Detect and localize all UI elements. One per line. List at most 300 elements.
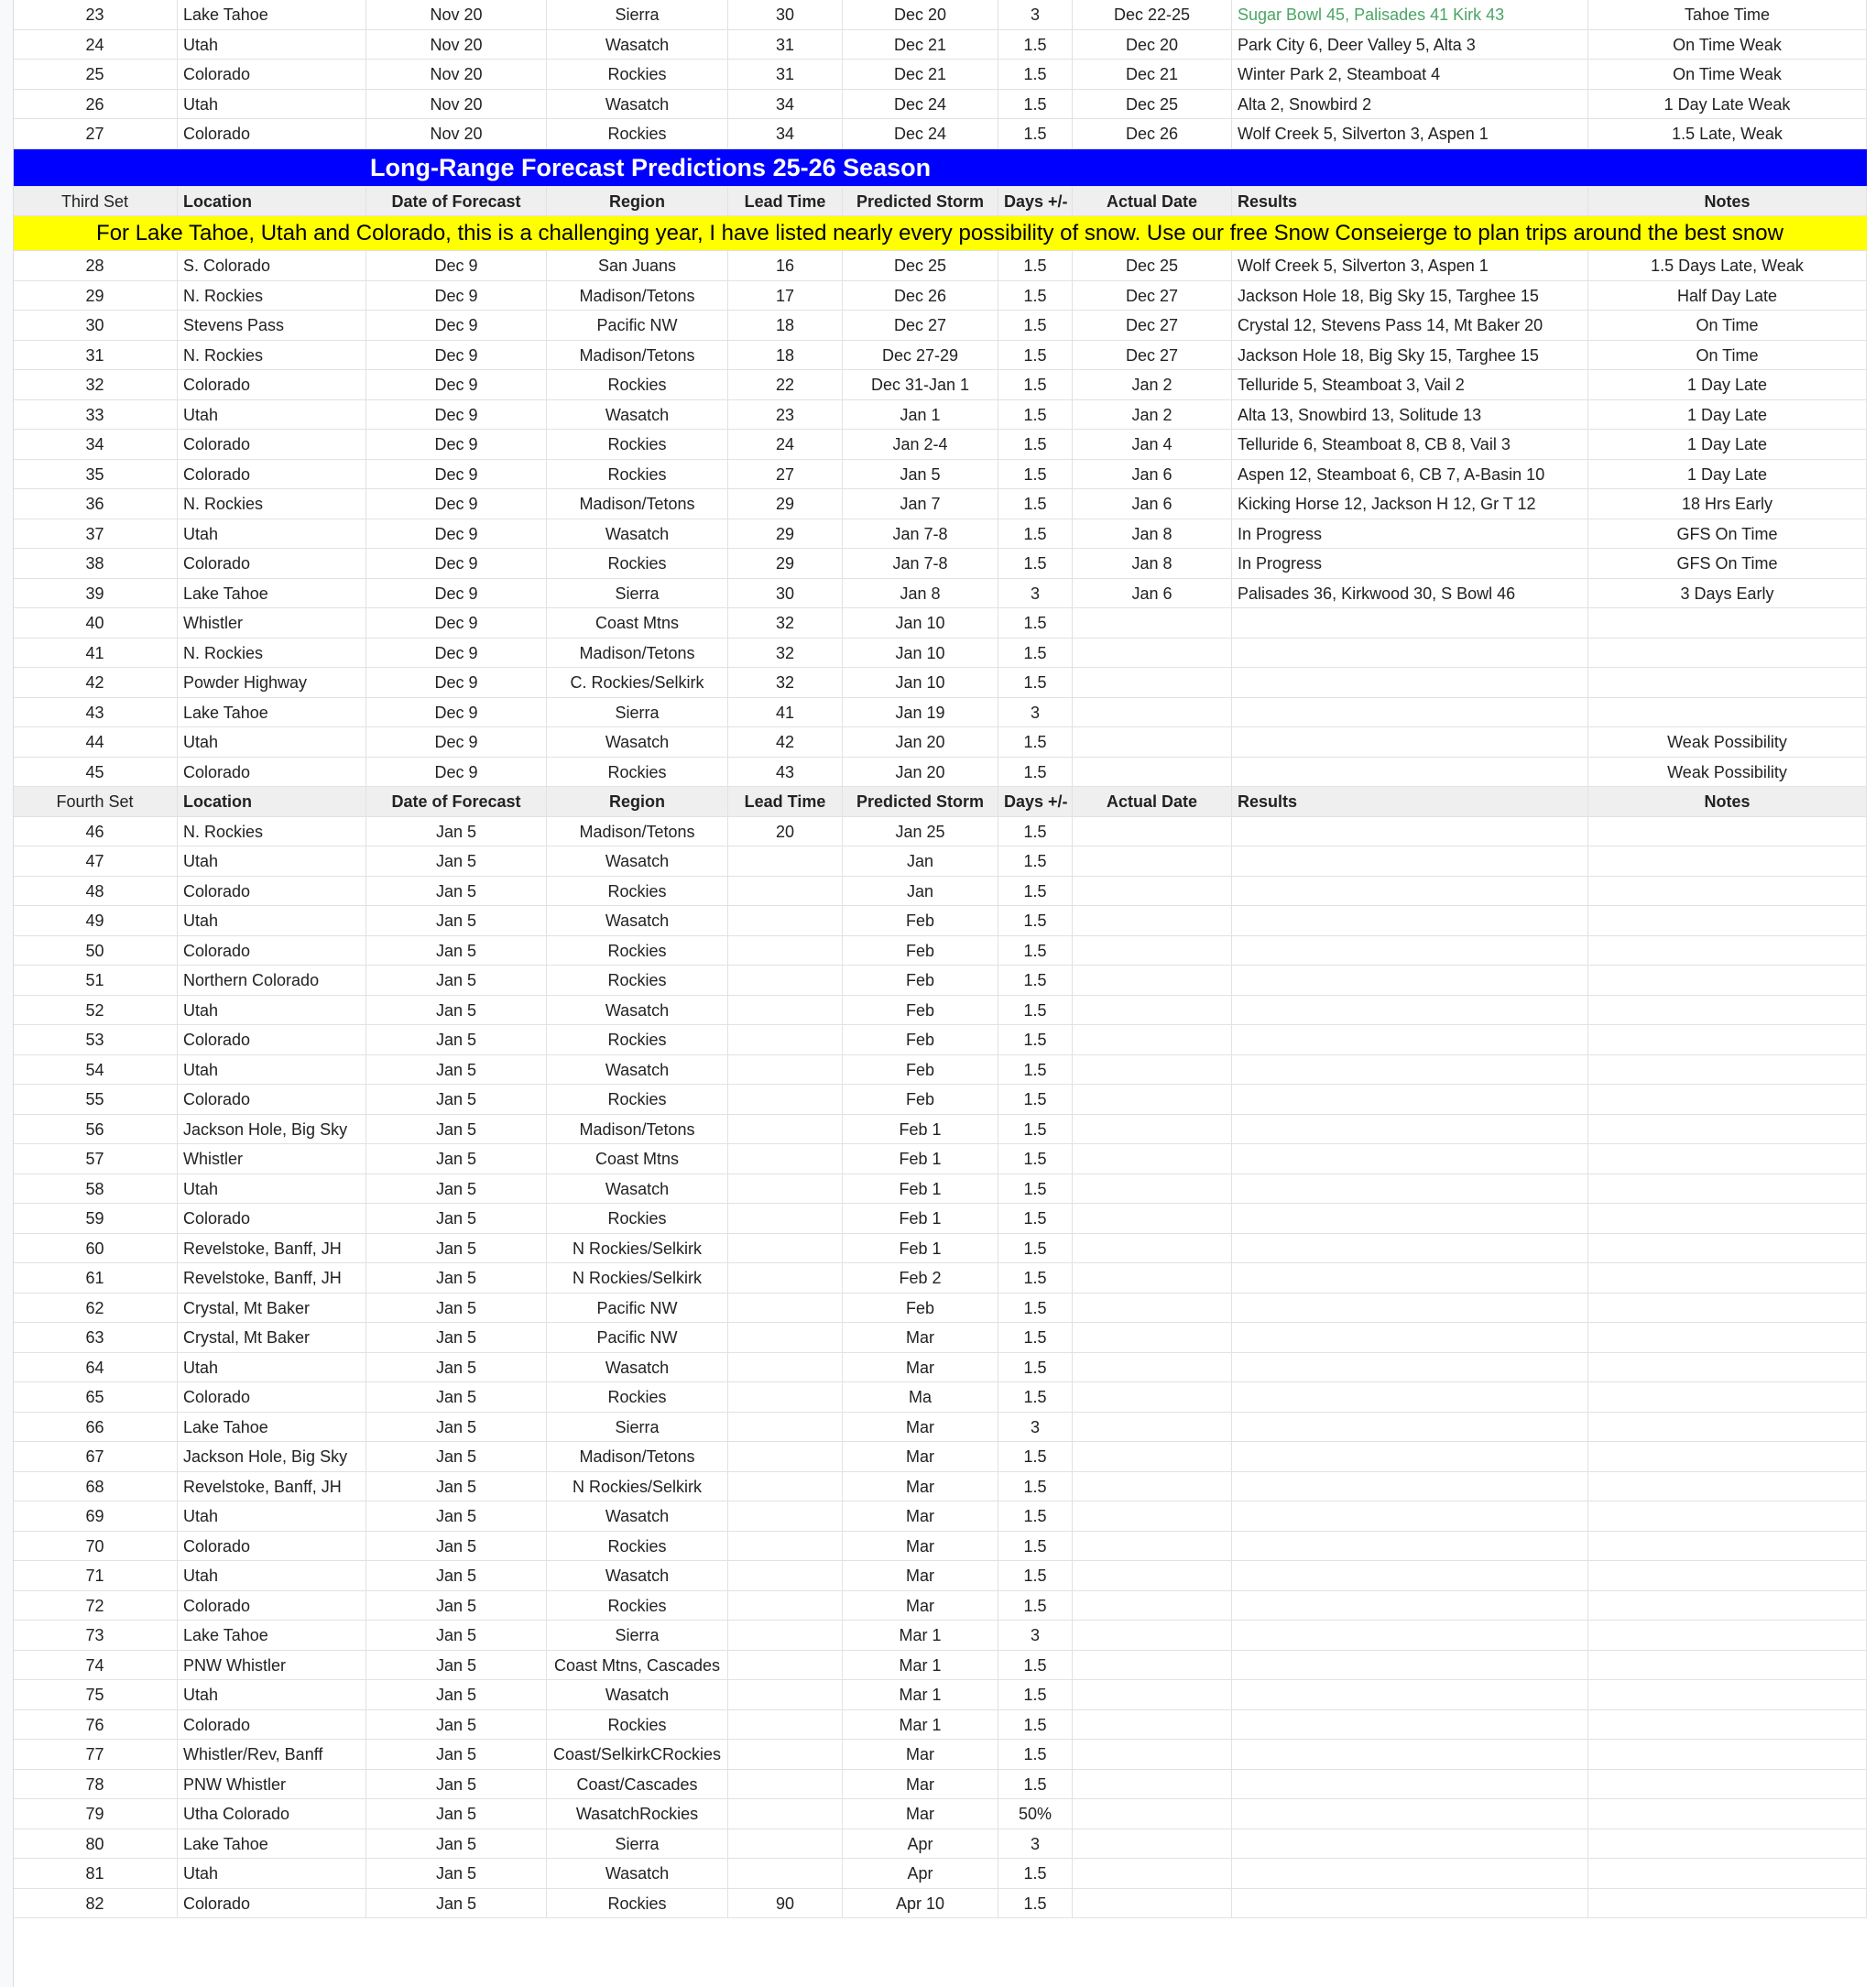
- cell-date-of-forecast[interactable]: Dec 9: [366, 519, 547, 550]
- cell-location[interactable]: Utah: [178, 1501, 366, 1532]
- cell-actual-date[interactable]: [1073, 1055, 1232, 1086]
- cell-date-of-forecast[interactable]: Jan 5: [366, 1263, 547, 1294]
- cell-location[interactable]: Powder Highway: [178, 668, 366, 698]
- cell-results[interactable]: Palisades 36, Kirkwood 30, S Bowl 46: [1232, 579, 1588, 609]
- cell-date-of-forecast[interactable]: Jan 5: [366, 1859, 547, 1889]
- cell-row-number[interactable]: 70: [13, 1532, 178, 1562]
- cell-lead-time[interactable]: [728, 1055, 843, 1086]
- cell-notes[interactable]: 1 Day Late: [1588, 430, 1867, 460]
- cell-notes[interactable]: [1588, 1561, 1867, 1591]
- cell-row-number[interactable]: 74: [13, 1651, 178, 1681]
- cell-actual-date[interactable]: [1073, 1889, 1232, 1919]
- cell-results[interactable]: [1232, 1204, 1588, 1234]
- header-cell-days-range[interactable]: Days +/-: [998, 787, 1073, 817]
- cell-predicted-storm[interactable]: Feb: [843, 906, 998, 936]
- cell-days-range[interactable]: 1.5: [998, 1323, 1073, 1353]
- cell-region[interactable]: C. Rockies/Selkirk: [547, 668, 728, 698]
- cell-results[interactable]: [1232, 1294, 1588, 1324]
- cell-lead-time[interactable]: [728, 1472, 843, 1502]
- cell-days-range[interactable]: 1.5: [998, 430, 1073, 460]
- cell-date-of-forecast[interactable]: Dec 9: [366, 370, 547, 400]
- cell-location[interactable]: Lake Tahoe: [178, 1413, 366, 1443]
- cell-results[interactable]: [1232, 1234, 1588, 1264]
- cell-days-range[interactable]: 3: [998, 1829, 1073, 1860]
- cell-notes[interactable]: [1588, 1294, 1867, 1324]
- cell-results[interactable]: Aspen 12, Steamboat 6, CB 7, A-Basin 10: [1232, 460, 1588, 490]
- cell-actual-date[interactable]: [1073, 1085, 1232, 1115]
- cell-days-range[interactable]: 1.5: [998, 1770, 1073, 1800]
- cell-predicted-storm[interactable]: Feb: [843, 1294, 998, 1324]
- cell-location[interactable]: Colorado: [178, 758, 366, 788]
- cell-notes[interactable]: [1588, 1591, 1867, 1621]
- cell-row-number[interactable]: 40: [13, 608, 178, 639]
- header-cell-location[interactable]: Location: [178, 187, 366, 217]
- cell-lead-time[interactable]: [728, 1799, 843, 1829]
- cell-row-number[interactable]: 79: [13, 1799, 178, 1829]
- cell-predicted-storm[interactable]: Jan 1: [843, 400, 998, 431]
- cell-date-of-forecast[interactable]: Jan 5: [366, 1413, 547, 1443]
- cell-notes[interactable]: 1.5 Late, Weak: [1588, 119, 1867, 149]
- header-cell-predicted-storm[interactable]: Predicted Storm: [843, 187, 998, 217]
- cell-region[interactable]: Wasatch: [547, 519, 728, 550]
- cell-predicted-storm[interactable]: Mar: [843, 1561, 998, 1591]
- cell-lead-time[interactable]: 17: [728, 281, 843, 311]
- cell-date-of-forecast[interactable]: Jan 5: [366, 1055, 547, 1086]
- cell-days-range[interactable]: 1.5: [998, 1501, 1073, 1532]
- cell-actual-date[interactable]: [1073, 1115, 1232, 1145]
- cell-lead-time[interactable]: 32: [728, 639, 843, 669]
- cell-region[interactable]: Wasatch: [547, 727, 728, 758]
- cell-date-of-forecast[interactable]: Jan 5: [366, 1085, 547, 1115]
- cell-row-number[interactable]: 31: [13, 341, 178, 371]
- header-cell-location[interactable]: Location: [178, 787, 366, 817]
- cell-results[interactable]: [1232, 1323, 1588, 1353]
- cell-row-number[interactable]: 54: [13, 1055, 178, 1086]
- cell-predicted-storm[interactable]: Feb: [843, 966, 998, 996]
- cell-actual-date[interactable]: [1073, 1144, 1232, 1174]
- cell-days-range[interactable]: 3: [998, 579, 1073, 609]
- cell-predicted-storm[interactable]: Mar 1: [843, 1710, 998, 1741]
- cell-days-range[interactable]: 50%: [998, 1799, 1073, 1829]
- cell-lead-time[interactable]: 18: [728, 341, 843, 371]
- cell-predicted-storm[interactable]: Dec 24: [843, 119, 998, 149]
- cell-date-of-forecast[interactable]: Jan 5: [366, 906, 547, 936]
- cell-notes[interactable]: [1588, 1144, 1867, 1174]
- cell-days-range[interactable]: 3: [998, 1621, 1073, 1651]
- cell-region[interactable]: Pacific NW: [547, 1323, 728, 1353]
- cell-date-of-forecast[interactable]: Dec 9: [366, 430, 547, 460]
- header-cell-notes[interactable]: Notes: [1588, 187, 1867, 217]
- cell-lead-time[interactable]: [728, 906, 843, 936]
- cell-row-number[interactable]: 58: [13, 1174, 178, 1205]
- cell-notes[interactable]: [1588, 1651, 1867, 1681]
- cell-lead-time[interactable]: [728, 1144, 843, 1174]
- cell-region[interactable]: N Rockies/Selkirk: [547, 1234, 728, 1264]
- cell-location[interactable]: Colorado: [178, 1532, 366, 1562]
- cell-actual-date[interactable]: [1073, 1501, 1232, 1532]
- cell-location[interactable]: Stevens Pass: [178, 311, 366, 341]
- cell-days-range[interactable]: 1.5: [998, 877, 1073, 907]
- cell-actual-date[interactable]: [1073, 877, 1232, 907]
- cell-notes[interactable]: Half Day Late: [1588, 281, 1867, 311]
- cell-days-range[interactable]: 1.5: [998, 341, 1073, 371]
- cell-actual-date[interactable]: [1073, 1025, 1232, 1055]
- header-cell-notes[interactable]: Notes: [1588, 787, 1867, 817]
- cell-results[interactable]: [1232, 1413, 1588, 1443]
- cell-days-range[interactable]: 1.5: [998, 251, 1073, 281]
- cell-date-of-forecast[interactable]: Jan 5: [366, 846, 547, 877]
- cell-actual-date[interactable]: Jan 6: [1073, 579, 1232, 609]
- cell-lead-time[interactable]: [728, 1501, 843, 1532]
- cell-days-range[interactable]: 1.5: [998, 489, 1073, 519]
- cell-days-range[interactable]: 1.5: [998, 1382, 1073, 1413]
- header-cell-actual-date[interactable]: Actual Date: [1073, 787, 1232, 817]
- cell-row-number[interactable]: 42: [13, 668, 178, 698]
- header-cell-region[interactable]: Region: [547, 787, 728, 817]
- header-cell-row-number[interactable]: Fourth Set: [13, 787, 178, 817]
- cell-predicted-storm[interactable]: Dec 27-29: [843, 341, 998, 371]
- cell-notes[interactable]: [1588, 846, 1867, 877]
- cell-location[interactable]: Utah: [178, 519, 366, 550]
- cell-predicted-storm[interactable]: Dec 21: [843, 30, 998, 60]
- cell-results[interactable]: [1232, 966, 1588, 996]
- cell-actual-date[interactable]: [1073, 639, 1232, 669]
- cell-row-number[interactable]: 62: [13, 1294, 178, 1324]
- cell-predicted-storm[interactable]: Feb 1: [843, 1144, 998, 1174]
- cell-region[interactable]: Wasatch: [547, 1561, 728, 1591]
- cell-region[interactable]: Rockies: [547, 1591, 728, 1621]
- cell-location[interactable]: Colorado: [178, 877, 366, 907]
- cell-date-of-forecast[interactable]: Dec 9: [366, 251, 547, 281]
- header-cell-actual-date[interactable]: Actual Date: [1073, 187, 1232, 217]
- cell-results[interactable]: [1232, 1174, 1588, 1205]
- cell-notes[interactable]: [1588, 1025, 1867, 1055]
- cell-actual-date[interactable]: [1073, 1532, 1232, 1562]
- cell-region[interactable]: Rockies: [547, 758, 728, 788]
- cell-days-range[interactable]: 1.5: [998, 1532, 1073, 1562]
- cell-region[interactable]: Rockies: [547, 549, 728, 579]
- cell-row-number[interactable]: 59: [13, 1204, 178, 1234]
- cell-actual-date[interactable]: Dec 20: [1073, 30, 1232, 60]
- cell-results[interactable]: Winter Park 2, Steamboat 4: [1232, 60, 1588, 90]
- cell-predicted-storm[interactable]: Feb: [843, 1025, 998, 1055]
- cell-days-range[interactable]: 1.5: [998, 460, 1073, 490]
- cell-row-number[interactable]: 51: [13, 966, 178, 996]
- cell-location[interactable]: Colorado: [178, 1204, 366, 1234]
- cell-results[interactable]: [1232, 1829, 1588, 1860]
- cell-notes[interactable]: GFS On Time: [1588, 549, 1867, 579]
- cell-results[interactable]: [1232, 1115, 1588, 1145]
- cell-actual-date[interactable]: [1073, 996, 1232, 1026]
- header-cell-results[interactable]: Results: [1232, 787, 1588, 817]
- cell-results[interactable]: [1232, 758, 1588, 788]
- cell-days-range[interactable]: 1.5: [998, 1144, 1073, 1174]
- cell-actual-date[interactable]: Jan 8: [1073, 549, 1232, 579]
- cell-predicted-storm[interactable]: Jan: [843, 846, 998, 877]
- cell-lead-time[interactable]: 24: [728, 430, 843, 460]
- cell-region[interactable]: Pacific NW: [547, 311, 728, 341]
- cell-days-range[interactable]: 1.5: [998, 549, 1073, 579]
- cell-lead-time[interactable]: 29: [728, 489, 843, 519]
- cell-notes[interactable]: [1588, 1889, 1867, 1919]
- cell-lead-time[interactable]: [728, 996, 843, 1026]
- cell-region[interactable]: Madison/Tetons: [547, 1115, 728, 1145]
- cell-date-of-forecast[interactable]: Jan 5: [366, 1472, 547, 1502]
- cell-date-of-forecast[interactable]: Dec 9: [366, 639, 547, 669]
- banner-title[interactable]: Long-Range Forecast Predictions 25-26 Season: [13, 149, 1867, 187]
- cell-lead-time[interactable]: [728, 1680, 843, 1710]
- cell-region[interactable]: Wasatch: [547, 1055, 728, 1086]
- cell-notes[interactable]: [1588, 1859, 1867, 1889]
- cell-notes[interactable]: Tahoe Time: [1588, 0, 1867, 30]
- cell-days-range[interactable]: 1.5: [998, 1740, 1073, 1770]
- cell-location[interactable]: N. Rockies: [178, 341, 366, 371]
- cell-lead-time[interactable]: [728, 1174, 843, 1205]
- cell-actual-date[interactable]: Dec 26: [1073, 119, 1232, 149]
- cell-location[interactable]: Utah: [178, 1859, 366, 1889]
- cell-results[interactable]: [1232, 1532, 1588, 1562]
- cell-lead-time[interactable]: [728, 1382, 843, 1413]
- cell-actual-date[interactable]: [1073, 1294, 1232, 1324]
- cell-date-of-forecast[interactable]: Jan 5: [366, 1174, 547, 1205]
- cell-row-number[interactable]: 82: [13, 1889, 178, 1919]
- cell-region[interactable]: WasatchRockies: [547, 1799, 728, 1829]
- cell-results[interactable]: In Progress: [1232, 519, 1588, 550]
- cell-predicted-storm[interactable]: Feb: [843, 1055, 998, 1086]
- cell-row-number[interactable]: 65: [13, 1382, 178, 1413]
- cell-row-number[interactable]: 43: [13, 698, 178, 728]
- cell-location[interactable]: Colorado: [178, 119, 366, 149]
- cell-days-range[interactable]: 1.5: [998, 1591, 1073, 1621]
- cell-date-of-forecast[interactable]: Jan 5: [366, 1144, 547, 1174]
- cell-region[interactable]: Madison/Tetons: [547, 489, 728, 519]
- cell-row-number[interactable]: 78: [13, 1770, 178, 1800]
- cell-predicted-storm[interactable]: Jan 19: [843, 698, 998, 728]
- cell-row-number[interactable]: 44: [13, 727, 178, 758]
- cell-results[interactable]: [1232, 1263, 1588, 1294]
- cell-lead-time[interactable]: [728, 1442, 843, 1472]
- cell-date-of-forecast[interactable]: Dec 9: [366, 727, 547, 758]
- cell-lead-time[interactable]: [728, 1085, 843, 1115]
- cell-lead-time[interactable]: [728, 1115, 843, 1145]
- cell-days-range[interactable]: 1.5: [998, 60, 1073, 90]
- cell-date-of-forecast[interactable]: Jan 5: [366, 1770, 547, 1800]
- cell-region[interactable]: Wasatch: [547, 906, 728, 936]
- cell-predicted-storm[interactable]: Jan 8: [843, 579, 998, 609]
- cell-notes[interactable]: Weak Possibility: [1588, 727, 1867, 758]
- cell-notes[interactable]: [1588, 936, 1867, 966]
- cell-days-range[interactable]: 1.5: [998, 1353, 1073, 1383]
- cell-lead-time[interactable]: 22: [728, 370, 843, 400]
- cell-location[interactable]: Utah: [178, 906, 366, 936]
- cell-actual-date[interactable]: [1073, 906, 1232, 936]
- cell-days-range[interactable]: 1.5: [998, 966, 1073, 996]
- cell-location[interactable]: Utah: [178, 1055, 366, 1086]
- cell-notes[interactable]: [1588, 1442, 1867, 1472]
- cell-predicted-storm[interactable]: Dec 25: [843, 251, 998, 281]
- cell-results[interactable]: [1232, 1501, 1588, 1532]
- cell-predicted-storm[interactable]: Jan 20: [843, 727, 998, 758]
- cell-notes[interactable]: [1588, 1234, 1867, 1264]
- cell-row-number[interactable]: 34: [13, 430, 178, 460]
- cell-lead-time[interactable]: [728, 936, 843, 966]
- cell-lead-time[interactable]: 34: [728, 119, 843, 149]
- cell-results[interactable]: [1232, 1859, 1588, 1889]
- cell-date-of-forecast[interactable]: Jan 5: [366, 1710, 547, 1741]
- cell-lead-time[interactable]: 16: [728, 251, 843, 281]
- cell-lead-time[interactable]: [728, 1740, 843, 1770]
- cell-row-number[interactable]: 41: [13, 639, 178, 669]
- cell-region[interactable]: Wasatch: [547, 996, 728, 1026]
- cell-location[interactable]: Colorado: [178, 1085, 366, 1115]
- cell-predicted-storm[interactable]: Feb 1: [843, 1115, 998, 1145]
- cell-days-range[interactable]: 1.5: [998, 1085, 1073, 1115]
- cell-region[interactable]: Rockies: [547, 60, 728, 90]
- cell-region[interactable]: Rockies: [547, 1085, 728, 1115]
- cell-lead-time[interactable]: [728, 1413, 843, 1443]
- cell-predicted-storm[interactable]: Feb: [843, 996, 998, 1026]
- cell-row-number[interactable]: 45: [13, 758, 178, 788]
- cell-predicted-storm[interactable]: Jan 10: [843, 668, 998, 698]
- cell-results[interactable]: [1232, 1889, 1588, 1919]
- cell-predicted-storm[interactable]: Feb: [843, 1085, 998, 1115]
- cell-date-of-forecast[interactable]: Jan 5: [366, 1889, 547, 1919]
- cell-location[interactable]: Lake Tahoe: [178, 579, 366, 609]
- cell-results[interactable]: [1232, 846, 1588, 877]
- cell-notes[interactable]: [1588, 1710, 1867, 1741]
- cell-actual-date[interactable]: Dec 25: [1073, 251, 1232, 281]
- cell-region[interactable]: Rockies: [547, 1532, 728, 1562]
- cell-days-range[interactable]: 1.5: [998, 1263, 1073, 1294]
- cell-date-of-forecast[interactable]: Jan 5: [366, 1799, 547, 1829]
- cell-row-number[interactable]: 63: [13, 1323, 178, 1353]
- cell-row-number[interactable]: 61: [13, 1263, 178, 1294]
- cell-region[interactable]: Sierra: [547, 579, 728, 609]
- cell-lead-time[interactable]: 90: [728, 1889, 843, 1919]
- cell-days-range[interactable]: 1.5: [998, 519, 1073, 550]
- cell-location[interactable]: Colorado: [178, 460, 366, 490]
- cell-notes[interactable]: [1588, 639, 1867, 669]
- cell-results[interactable]: [1232, 1621, 1588, 1651]
- cell-results[interactable]: Wolf Creek 5, Silverton 3, Aspen 1: [1232, 251, 1588, 281]
- cell-date-of-forecast[interactable]: Jan 5: [366, 877, 547, 907]
- cell-lead-time[interactable]: 31: [728, 60, 843, 90]
- cell-date-of-forecast[interactable]: Dec 9: [366, 668, 547, 698]
- cell-days-range[interactable]: 1.5: [998, 996, 1073, 1026]
- cell-predicted-storm[interactable]: Mar: [843, 1740, 998, 1770]
- cell-location[interactable]: Utah: [178, 996, 366, 1026]
- cell-notes[interactable]: 1.5 Days Late, Weak: [1588, 251, 1867, 281]
- cell-location[interactable]: Utah: [178, 400, 366, 431]
- cell-row-number[interactable]: 36: [13, 489, 178, 519]
- cell-days-range[interactable]: 1.5: [998, 1204, 1073, 1234]
- cell-actual-date[interactable]: Dec 25: [1073, 90, 1232, 120]
- cell-lead-time[interactable]: 29: [728, 519, 843, 550]
- cell-location[interactable]: Revelstoke, Banff, JH: [178, 1263, 366, 1294]
- cell-date-of-forecast[interactable]: Dec 9: [366, 579, 547, 609]
- cell-region[interactable]: Madison/Tetons: [547, 341, 728, 371]
- cell-notes[interactable]: On Time Weak: [1588, 60, 1867, 90]
- cell-notes[interactable]: [1588, 966, 1867, 996]
- cell-days-range[interactable]: 1.5: [998, 30, 1073, 60]
- cell-location[interactable]: Colorado: [178, 1382, 366, 1413]
- cell-predicted-storm[interactable]: Mar: [843, 1442, 998, 1472]
- cell-results[interactable]: [1232, 1442, 1588, 1472]
- cell-row-number[interactable]: 57: [13, 1144, 178, 1174]
- cell-actual-date[interactable]: [1073, 727, 1232, 758]
- cell-results[interactable]: Telluride 6, Steamboat 8, CB 8, Vail 3: [1232, 430, 1588, 460]
- cell-actual-date[interactable]: [1073, 1382, 1232, 1413]
- cell-days-range[interactable]: 3: [998, 1413, 1073, 1443]
- cell-predicted-storm[interactable]: Feb 2: [843, 1263, 998, 1294]
- cell-location[interactable]: Colorado: [178, 549, 366, 579]
- cell-results[interactable]: Kicking Horse 12, Jackson H 12, Gr T 12: [1232, 489, 1588, 519]
- cell-region[interactable]: Rockies: [547, 1204, 728, 1234]
- cell-lead-time[interactable]: [728, 1651, 843, 1681]
- cell-lead-time[interactable]: [728, 1263, 843, 1294]
- cell-days-range[interactable]: 1.5: [998, 1680, 1073, 1710]
- cell-results[interactable]: [1232, 1472, 1588, 1502]
- cell-predicted-storm[interactable]: Dec 24: [843, 90, 998, 120]
- cell-lead-time[interactable]: [728, 1770, 843, 1800]
- cell-lead-time[interactable]: [728, 1294, 843, 1324]
- header-cell-region[interactable]: Region: [547, 187, 728, 217]
- cell-notes[interactable]: [1588, 1263, 1867, 1294]
- cell-region[interactable]: Wasatch: [547, 400, 728, 431]
- header-cell-lead-time[interactable]: Lead Time: [728, 187, 843, 217]
- cell-region[interactable]: Sierra: [547, 1829, 728, 1860]
- header-cell-days-range[interactable]: Days +/-: [998, 187, 1073, 217]
- cell-actual-date[interactable]: Jan 6: [1073, 460, 1232, 490]
- cell-predicted-storm[interactable]: Jan 20: [843, 758, 998, 788]
- cell-date-of-forecast[interactable]: Dec 9: [366, 608, 547, 639]
- cell-lead-time[interactable]: [728, 1621, 843, 1651]
- cell-notes[interactable]: [1588, 1829, 1867, 1860]
- cell-date-of-forecast[interactable]: Dec 9: [366, 281, 547, 311]
- cell-days-range[interactable]: 1.5: [998, 1115, 1073, 1145]
- cell-lead-time[interactable]: [728, 1710, 843, 1741]
- cell-region[interactable]: Rockies: [547, 370, 728, 400]
- cell-region[interactable]: Rockies: [547, 966, 728, 996]
- cell-location[interactable]: Colorado: [178, 1889, 366, 1919]
- cell-lead-time[interactable]: [728, 1353, 843, 1383]
- cell-location[interactable]: Utah: [178, 1561, 366, 1591]
- cell-days-range[interactable]: 1.5: [998, 936, 1073, 966]
- cell-location[interactable]: Jackson Hole, Big Sky: [178, 1115, 366, 1145]
- cell-results[interactable]: [1232, 906, 1588, 936]
- cell-row-number[interactable]: 25: [13, 60, 178, 90]
- cell-notes[interactable]: [1588, 1680, 1867, 1710]
- cell-predicted-storm[interactable]: Apr: [843, 1859, 998, 1889]
- cell-row-number[interactable]: 48: [13, 877, 178, 907]
- header-cell-lead-time[interactable]: Lead Time: [728, 787, 843, 817]
- cell-days-range[interactable]: 1.5: [998, 1442, 1073, 1472]
- cell-region[interactable]: Coast/SelkirkCRockies: [547, 1740, 728, 1770]
- cell-notes[interactable]: [1588, 698, 1867, 728]
- cell-notes[interactable]: [1588, 1532, 1867, 1562]
- cell-predicted-storm[interactable]: Feb 1: [843, 1204, 998, 1234]
- cell-actual-date[interactable]: [1073, 1799, 1232, 1829]
- cell-lead-time[interactable]: [728, 1561, 843, 1591]
- cell-lead-time[interactable]: [728, 1532, 843, 1562]
- cell-date-of-forecast[interactable]: Jan 5: [366, 1651, 547, 1681]
- cell-results[interactable]: Crystal 12, Stevens Pass 14, Mt Baker 20: [1232, 311, 1588, 341]
- cell-location[interactable]: Colorado: [178, 370, 366, 400]
- cell-results[interactable]: [1232, 817, 1588, 847]
- cell-actual-date[interactable]: [1073, 1740, 1232, 1770]
- cell-notes[interactable]: 3 Days Early: [1588, 579, 1867, 609]
- cell-date-of-forecast[interactable]: Jan 5: [366, 936, 547, 966]
